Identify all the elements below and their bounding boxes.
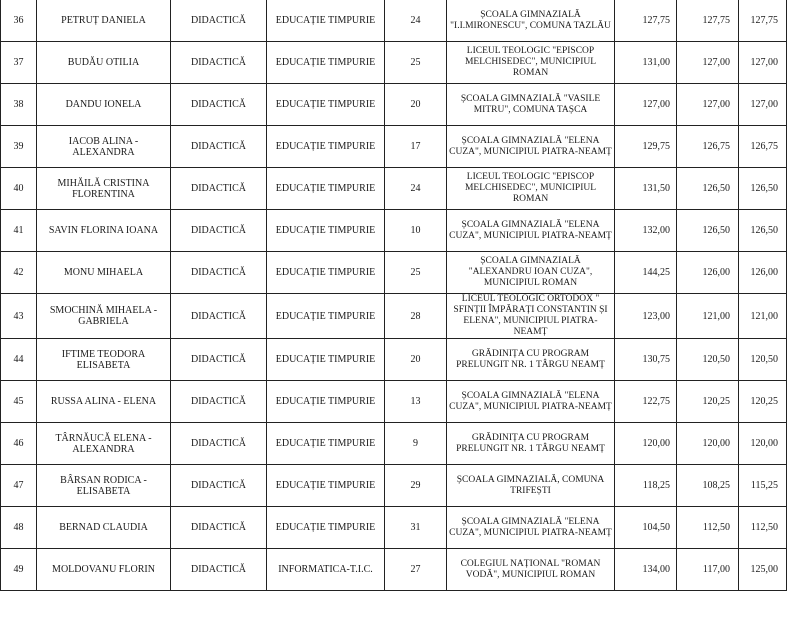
value-cell: 28 (385, 294, 447, 339)
table-row (1, 84, 787, 126)
value-cell: 13 (385, 381, 447, 423)
score-cell-3: 127,00 (739, 42, 787, 84)
table-row (1, 381, 787, 423)
value-cell: 29 (385, 465, 447, 507)
school-cell: LICEUL TEOLOGIC ORTODOX " SFINȚII ÎMPĂRAȚI CONSTANTIN ȘI ELENA", MUNICIPIUL PIATRA-NEAMȚ (447, 294, 615, 339)
name-cell: RUSSA ALINA - ELENA (37, 381, 171, 423)
school-cell: ȘCOALA GIMNAZIALĂ "VASILE MITRU", COMUNA TAȘCA (447, 84, 615, 126)
value-cell: 20 (385, 339, 447, 381)
specialty-cell: EDUCAȚIE TIMPURIE (267, 42, 385, 84)
score-cell-2: 127,75 (677, 0, 739, 42)
category-cell: DIDACTICĂ (171, 252, 267, 294)
category-cell: DIDACTICĂ (171, 126, 267, 168)
school-cell: LICEUL TEOLOGIC "EPISCOP MELCHISEDEC", MUNICIPIUL ROMAN (447, 42, 615, 84)
specialty-cell: EDUCAȚIE TIMPURIE (267, 84, 385, 126)
school-cell: LICEUL TEOLOGIC "EPISCOP MELCHISEDEC", MUNICIPIUL ROMAN (447, 168, 615, 210)
score-cell-2: 126,00 (677, 252, 739, 294)
score-cell-1: 123,00 (615, 294, 677, 339)
school-cell: ȘCOALA GIMNAZIALĂ "ELENA CUZA", MUNICIPIUL PIATRA-NEAMȚ (447, 507, 615, 549)
school-cell: ȘCOALA GIMNAZIALĂ "ALEXANDRU IOAN CUZA", MUNICIPIUL ROMAN (447, 252, 615, 294)
score-cell-3: 126,75 (739, 126, 787, 168)
row-number-cell: 42 (1, 252, 37, 294)
score-cell-3: 120,25 (739, 381, 787, 423)
school-cell: ȘCOALA GIMNAZIALĂ "ELENA CUZA", MUNICIPIUL PIATRA-NEAMȚ (447, 126, 615, 168)
specialty-cell: EDUCAȚIE TIMPURIE (267, 252, 385, 294)
category-cell: DIDACTICĂ (171, 339, 267, 381)
score-cell-1: 104,50 (615, 507, 677, 549)
row-number-cell: 44 (1, 339, 37, 381)
category-cell: DIDACTICĂ (171, 294, 267, 339)
specialty-cell: EDUCAȚIE TIMPURIE (267, 210, 385, 252)
value-cell: 10 (385, 210, 447, 252)
table-row (1, 252, 787, 294)
category-cell: DIDACTICĂ (171, 465, 267, 507)
specialty-cell: EDUCAȚIE TIMPURIE (267, 168, 385, 210)
specialty-cell: EDUCAȚIE TIMPURIE (267, 423, 385, 465)
school-cell: COLEGIUL NAȚIONAL "ROMAN VODĂ", MUNICIPIUL ROMAN (447, 549, 615, 591)
score-cell-3: 126,00 (739, 252, 787, 294)
score-cell-1: 144,25 (615, 252, 677, 294)
specialty-cell: INFORMATICA-T.I.C. (267, 549, 385, 591)
score-cell-2: 112,50 (677, 507, 739, 549)
row-number-cell: 40 (1, 168, 37, 210)
name-cell: MIHĂILĂ CRISTINA FLORENTINA (37, 168, 171, 210)
score-cell-3: 112,50 (739, 507, 787, 549)
table-row (1, 423, 787, 465)
row-number-cell: 48 (1, 507, 37, 549)
row-number-cell: 46 (1, 423, 37, 465)
table-row (1, 465, 787, 507)
row-number-cell: 45 (1, 381, 37, 423)
value-cell: 25 (385, 252, 447, 294)
name-cell: SAVIN FLORINA IOANA (37, 210, 171, 252)
name-cell: BÂRSAN RODICA - ELISABETA (37, 465, 171, 507)
score-cell-3: 115,25 (739, 465, 787, 507)
category-cell: DIDACTICĂ (171, 84, 267, 126)
table-row (1, 294, 787, 339)
score-cell-3: 121,00 (739, 294, 787, 339)
name-cell: SMOCHINĂ MIHAELA - GABRIELA (37, 294, 171, 339)
score-cell-2: 120,50 (677, 339, 739, 381)
score-cell-3: 120,50 (739, 339, 787, 381)
specialty-cell: EDUCAȚIE TIMPURIE (267, 507, 385, 549)
value-cell: 24 (385, 168, 447, 210)
table-row (1, 126, 787, 168)
row-number-cell: 41 (1, 210, 37, 252)
table-row (1, 549, 787, 591)
score-cell-2: 127,00 (677, 84, 739, 126)
score-cell-1: 129,75 (615, 126, 677, 168)
score-cell-3: 126,50 (739, 168, 787, 210)
score-cell-1: 120,00 (615, 423, 677, 465)
value-cell: 25 (385, 42, 447, 84)
score-cell-3: 120,00 (739, 423, 787, 465)
table-row (1, 0, 787, 42)
row-number-cell: 43 (1, 294, 37, 339)
row-number-cell: 38 (1, 84, 37, 126)
score-cell-2: 121,00 (677, 294, 739, 339)
specialty-cell: EDUCAȚIE TIMPURIE (267, 126, 385, 168)
name-cell: DANDU IONELA (37, 84, 171, 126)
name-cell: PETRUȚ DANIELA (37, 0, 171, 42)
category-cell: DIDACTICĂ (171, 549, 267, 591)
school-cell: ȘCOALA GIMNAZIALĂ "I.I.MIRONESCU", COMUNA TAZLĂU (447, 0, 615, 42)
row-number-cell: 49 (1, 549, 37, 591)
category-cell: DIDACTICĂ (171, 210, 267, 252)
value-cell: 20 (385, 84, 447, 126)
specialty-cell: EDUCAȚIE TIMPURIE (267, 0, 385, 42)
category-cell: DIDACTICĂ (171, 381, 267, 423)
value-cell: 24 (385, 0, 447, 42)
category-cell: DIDACTICĂ (171, 42, 267, 84)
school-cell: GRĂDINIȚA CU PROGRAM PRELUNGIT NR. 1 TÂRGU NEAMȚ (447, 339, 615, 381)
name-cell: IFTIME TEODORA ELISABETA (37, 339, 171, 381)
school-cell: ȘCOALA GIMNAZIALĂ "ELENA CUZA", MUNICIPIUL PIATRA-NEAMȚ (447, 381, 615, 423)
name-cell: IACOB ALINA - ALEXANDRA (37, 126, 171, 168)
name-cell: MOLDOVANU FLORIN (37, 549, 171, 591)
category-cell: DIDACTICĂ (171, 507, 267, 549)
table-row (1, 507, 787, 549)
category-cell: DIDACTICĂ (171, 0, 267, 42)
specialty-cell: EDUCAȚIE TIMPURIE (267, 339, 385, 381)
school-cell: GRĂDINIȚA CU PROGRAM PRELUNGIT NR. 1 TÂRGU NEAMȚ (447, 423, 615, 465)
score-cell-1: 122,75 (615, 381, 677, 423)
category-cell: DIDACTICĂ (171, 423, 267, 465)
score-cell-1: 118,25 (615, 465, 677, 507)
name-cell: BUDĂU OTILIA (37, 42, 171, 84)
specialty-cell: EDUCAȚIE TIMPURIE (267, 465, 385, 507)
table-row (1, 339, 787, 381)
score-cell-3: 126,50 (739, 210, 787, 252)
table-row (1, 42, 787, 84)
table-body (1, 0, 787, 591)
name-cell: TÂRNĂUCĂ ELENA - ALEXANDRA (37, 423, 171, 465)
score-cell-2: 117,00 (677, 549, 739, 591)
category-cell: DIDACTICĂ (171, 168, 267, 210)
specialty-cell: EDUCAȚIE TIMPURIE (267, 294, 385, 339)
score-cell-1: 131,00 (615, 42, 677, 84)
score-cell-2: 127,00 (677, 42, 739, 84)
score-cell-1: 131,50 (615, 168, 677, 210)
row-number-cell: 39 (1, 126, 37, 168)
score-cell-1: 134,00 (615, 549, 677, 591)
value-cell: 31 (385, 507, 447, 549)
row-number-cell: 37 (1, 42, 37, 84)
score-cell-1: 127,00 (615, 84, 677, 126)
value-cell: 9 (385, 423, 447, 465)
score-cell-3: 127,75 (739, 0, 787, 42)
score-cell-2: 108,25 (677, 465, 739, 507)
value-cell: 17 (385, 126, 447, 168)
score-cell-2: 126,50 (677, 210, 739, 252)
row-number-cell: 47 (1, 465, 37, 507)
specialty-cell: EDUCAȚIE TIMPURIE (267, 381, 385, 423)
score-cell-2: 120,25 (677, 381, 739, 423)
score-cell-2: 126,50 (677, 168, 739, 210)
score-cell-3: 125,00 (739, 549, 787, 591)
score-cell-3: 127,00 (739, 84, 787, 126)
score-cell-1: 130,75 (615, 339, 677, 381)
row-number-cell: 36 (1, 0, 37, 42)
school-cell: ȘCOALA GIMNAZIALĂ, COMUNA TRIFEȘTI (447, 465, 615, 507)
name-cell: BERNAD CLAUDIA (37, 507, 171, 549)
score-cell-1: 127,75 (615, 0, 677, 42)
name-cell: MONU MIHAELA (37, 252, 171, 294)
school-cell: ȘCOALA GIMNAZIALĂ "ELENA CUZA", MUNICIPIUL PIATRA-NEAMȚ (447, 210, 615, 252)
table-row (1, 210, 787, 252)
score-cell-2: 126,75 (677, 126, 739, 168)
table-row (1, 168, 787, 210)
value-cell: 27 (385, 549, 447, 591)
score-cell-1: 132,00 (615, 210, 677, 252)
score-cell-2: 120,00 (677, 423, 739, 465)
